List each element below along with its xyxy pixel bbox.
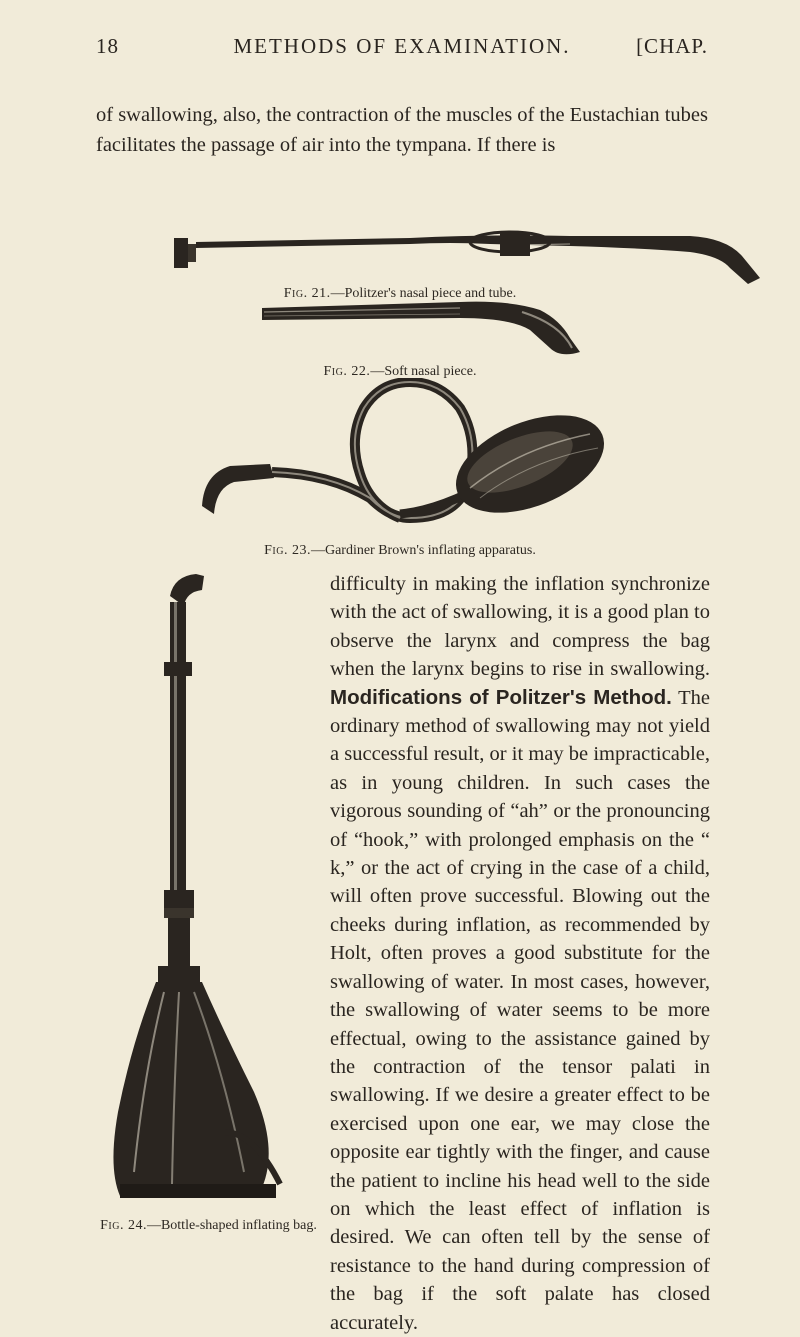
fig24-label: Fig. 24. bbox=[100, 1218, 147, 1233]
running-header bbox=[96, 34, 708, 66]
fig23-illustration bbox=[200, 378, 620, 538]
fig23-text: —Gardiner Brown's inflating apparatus. bbox=[310, 543, 536, 558]
chapter-marker: [CHAP. bbox=[636, 34, 708, 58]
paragraph-lead: difficulty in making the inflation synchronize with the act of swallowing, it is a good plan to observe the larynx and compress the bag when the larynx begins to rise in swallowing. bbox=[330, 573, 710, 681]
paragraph-modifications bbox=[330, 570, 710, 1337]
fig24-caption bbox=[96, 1218, 321, 1234]
fig21-text: —Politzer's nasal piece and tube. bbox=[330, 286, 517, 301]
fig24-illustration bbox=[104, 572, 304, 1212]
fig22-text: —Soft nasal piece. bbox=[370, 364, 477, 379]
fig24-text: —Bottle-shaped inflating bag. bbox=[146, 1218, 317, 1233]
page-number: 18 bbox=[96, 34, 119, 58]
paragraph-opening: of swallowing, also, the contraction of the muscles of the Eustachian tubes facilitates the passage of air into the tympana. If there is bbox=[96, 104, 708, 156]
section-heading: Modifications of Politzer's Method. bbox=[330, 685, 672, 709]
fig22-illustration bbox=[260, 290, 600, 360]
fig23-caption bbox=[0, 543, 800, 559]
fig21-label: Fig. 21. bbox=[283, 286, 331, 301]
paragraph-body: The ordinary method of swallowing may not yield a successful result, or it may be impracticable, as in young children. In such cases the vigorous sounding of “ah” or the pronouncing of “hook,” with prolonged emphasis on the “ k,” or the act of crying in the case of a child, will often prove successful. Blowing out the cheeks during inflation, as recommended by Holt, often proves a good substitute for the swallowing of water. In most cases, however, the swallowing of water seems to be more effectual, owing to the assistance gained by the contraction of the tensor palati in swallowing. If we desire a greater effect to be exercised upon one ear, we may close the opposite ear tightly with the finger, and cause the patient to incline his head well to the side on which the least effect of inflation is desired. We can often tell by the sense of resistance to the hand during compression of the bag if the soft palate has closed accurately. bbox=[330, 686, 710, 1334]
fig23-label: Fig. 23. bbox=[264, 543, 311, 558]
fig21-illustration bbox=[170, 226, 790, 286]
fig22-label: Fig. 22. bbox=[323, 364, 371, 379]
running-title: METHODS OF EXAMINATION. bbox=[233, 34, 571, 58]
